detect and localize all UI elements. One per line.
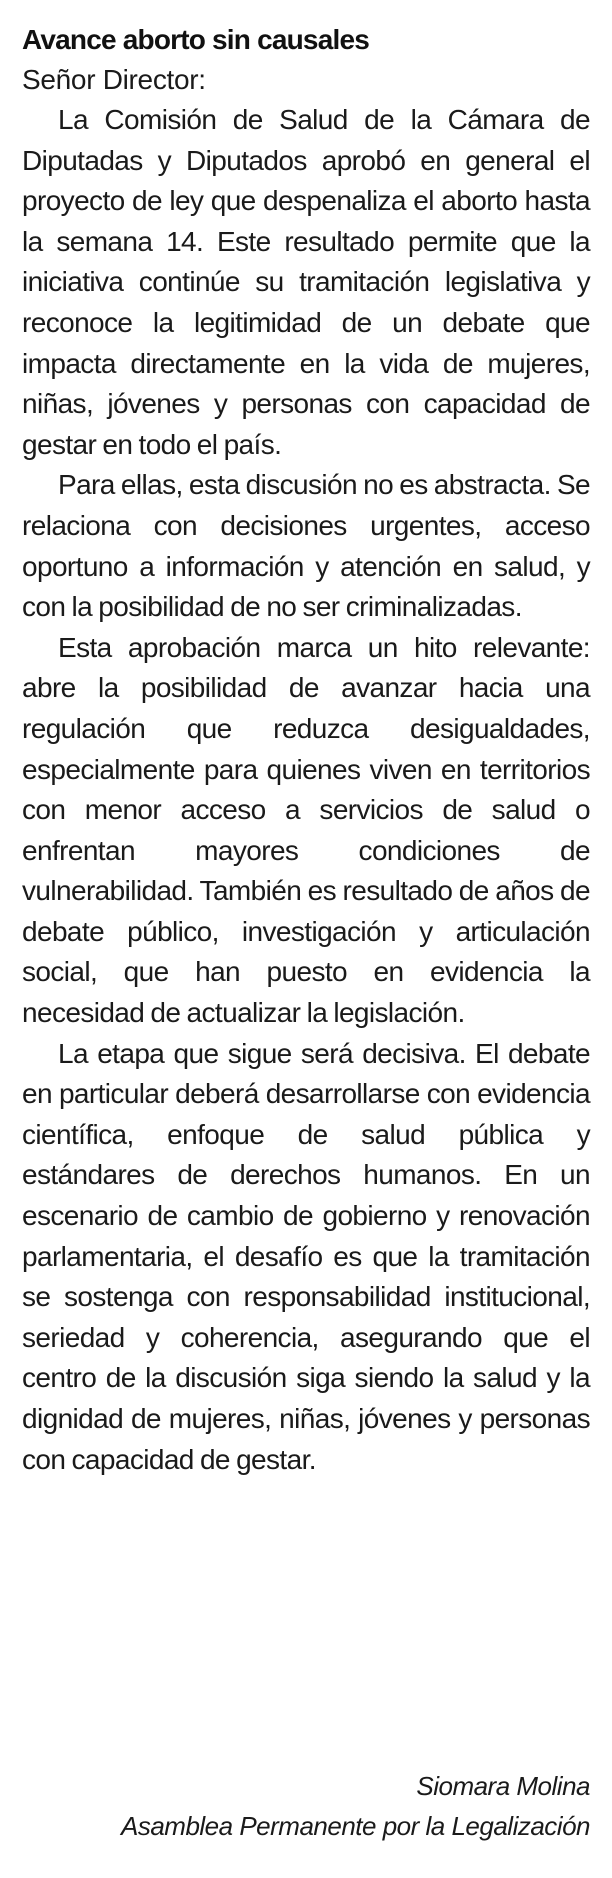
letter-paragraph-4: La etapa que sigue será decisiva. El debate en particular deberá desarrollarse con evidencia científica, enfoque de salud pública y estándares de derechos humanos. En un escenario de cambio de gobierno y renovación parlamentaria, el desafío es que la tramitación se sostenga con responsabilidad institucional, seriedad y coherencia, asegurando que el centro de la discusión siga siendo la salud y la dignidad de mujeres, niñas, jóvenes y personas con capacidad de gestar.	[22, 1037, 590, 1475]
letter-salutation: Señor Director:	[22, 64, 206, 95]
letter-signature	[121, 1766, 590, 1846]
letter-paragraph-3: Esta aprobación marca un hito relevante: abre la posibilidad de avanzar hacia una regulación que reduzca desigualdades, especialmente para quienes viven en territorios con menor acceso a servicios de salud o enfrentan mayores condiciones de vulnerabilidad. También es resultado de años de debate público, investigación y articulación social, que han puesto en evidencia la necesidad de actualizar la legislación.	[22, 631, 590, 1029]
letter-paragraph-2: Para ellas, esta discusión no es abstracta. Se relaciona con decisiones urgentes, acceso oportuno a información y atención en salud, y con la posibilidad de no ser criminalizadas.	[22, 469, 590, 623]
letter-paragraph-1: La Comisión de Salud de la Cámara de Diputadas y Diputados aprobó en general el proyecto de ley que despenaliza el aborto hasta la semana 14. Este resultado permite que la iniciativa continúe su tramitación legislativa y reconoce la legitimidad de un debate que impacta directamente en la vida de mujeres, niñas, jóvenes y personas con capacidad de gestar en todo el país.	[22, 104, 590, 460]
signature-organization: Asamblea Permanente por la Legalización	[120, 1811, 590, 1841]
letter-headline: Avance aborto sin causales	[22, 24, 369, 55]
letter-article	[22, 22, 590, 1480]
signature-name: Siomara Molina	[416, 1771, 590, 1801]
